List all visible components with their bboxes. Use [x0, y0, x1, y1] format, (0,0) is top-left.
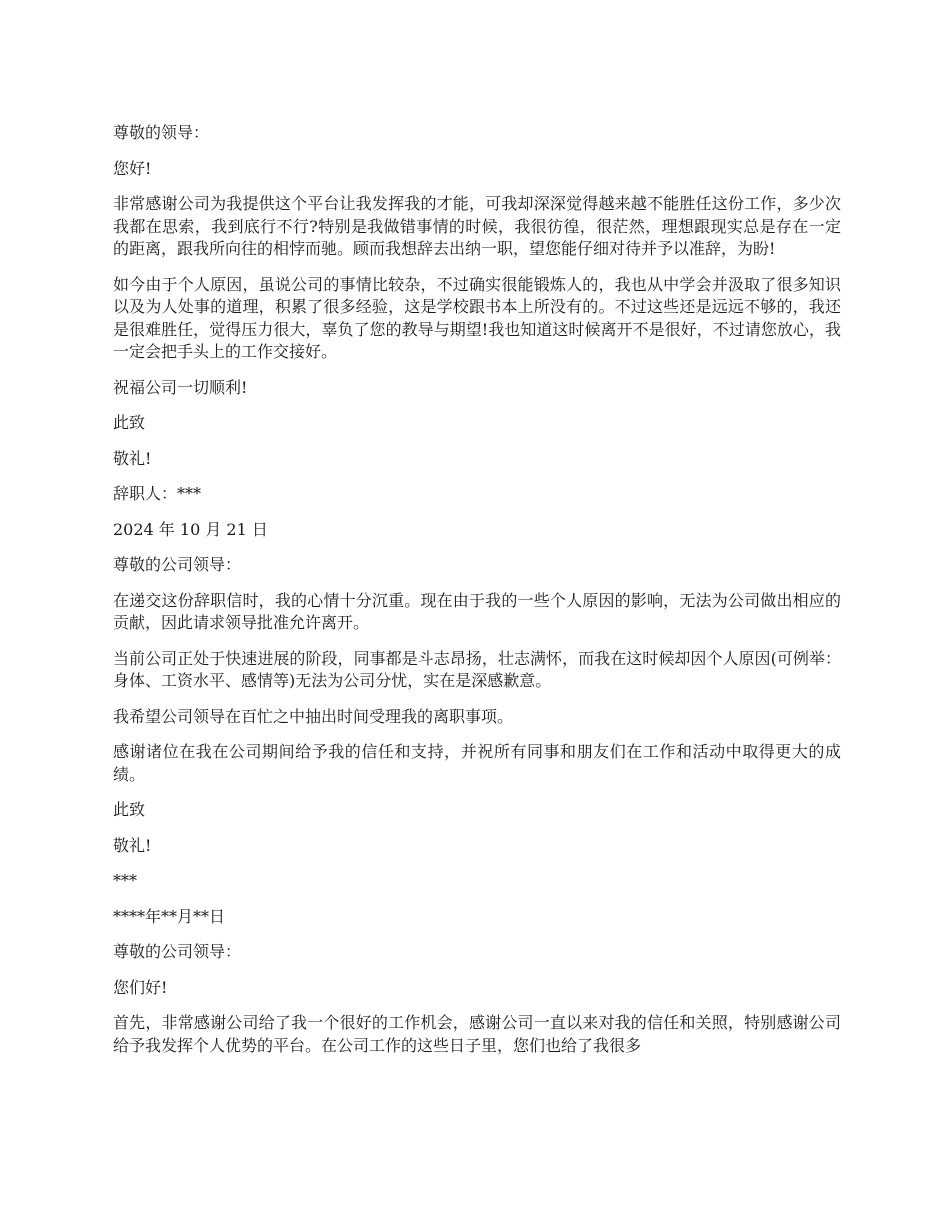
body-paragraph: 当前公司正处于快速进展的阶段，同事都是斗志昂扬，壮志满怀，而我在这时候却因个人原因(可例举：身体、工资水平、感情等)无法为公司分忧，实在是深感歉意。 — [113, 648, 841, 690]
body-paragraph: 如今由于个人原因，虽说公司的事情比较杂，不过确实很能锻炼人的，我也从中学会并汲取了很多知识以及为人处事的道理，积累了很多经验，这是学校跟书本上所没有的。不过这些还是远远不够的，我还是很难胜任，觉得压力很大，辜负了您的教导与期望!我也知道这时候离开不是很好，不过请您放心，我一定会把手头上的工作交接好。 — [113, 274, 841, 361]
greeting-3: 您们好! — [113, 977, 168, 997]
salutation-3: 尊敬的公司领导： — [113, 942, 242, 961]
closing-jingli: 敬礼! — [113, 448, 152, 468]
closing-wish: 祝福公司一切顺利! — [113, 377, 248, 397]
body-paragraph: 感谢诸位在我在公司期间给予我的信任和支持，并祝所有同事和朋友们在工作和活动中取得更大的成绩。 — [113, 742, 841, 784]
salutation-1: 尊敬的领导： — [113, 123, 210, 142]
signature-line: 辞职人：*** — [113, 484, 202, 503]
date-line: 2024 年 10 月 21 日 — [113, 519, 268, 539]
salutation-2: 尊敬的公司领导： — [113, 555, 242, 574]
body-paragraph: 非常感谢公司为我提供这个平台让我发挥我的才能，可我却深深觉得越来越不能胜任这份工作，多少次我都在思索，我到底行不行?特别是我做错事情的时候，我很彷徨，很茫然，理想跟现实总是存在一定的距离，跟我所向往的相悖而驰。顾而我想辞去出纳一职，望您能仔细对待并予以准辞，为盼! — [113, 194, 841, 258]
body-paragraph: 在递交这份辞职信时，我的心情十分沉重。现在由于我的一些个人原因的影响，无法为公司做出相应的贡献，因此请求领导批准允许离开。 — [113, 590, 841, 632]
date-line: ****年**月**日 — [113, 906, 226, 926]
closing-cizhi: 此致 — [113, 413, 146, 432]
body-paragraph: 我希望公司领导在百忙之中抽出时间受理我的离职事项。 — [113, 706, 514, 726]
body-paragraph: 首先，非常感谢公司给了我一个很好的工作机会，感谢公司一直以来对我的信任和关照，特别感谢公司给予我发挥个人优势的平台。在公司工作的这些日子里，您们也给了我很多 — [113, 1013, 841, 1055]
closing-cizhi: 此致 — [113, 800, 146, 819]
signature-line: *** — [113, 871, 137, 890]
greeting-1: 您好! — [113, 158, 152, 178]
closing-jingli: 敬礼! — [113, 835, 152, 855]
document-body — [113, 122, 841, 1070]
